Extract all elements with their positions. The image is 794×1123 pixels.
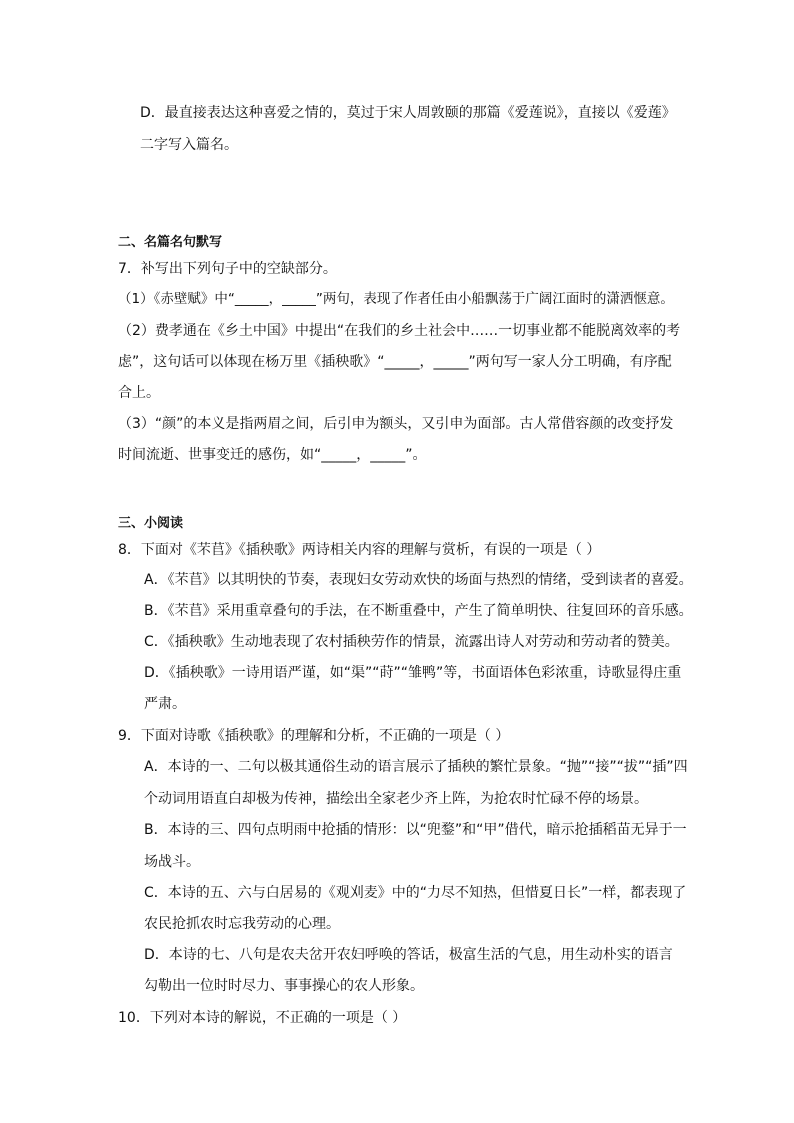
q9-stem: 9．下面对诗歌《插秧歌》的理解和分析，不正确的一项是（ ）	[118, 728, 510, 744]
q9-option-b-line1: B．本诗的三、四句点明雨中抢插的情形：以“兜鍪”和“甲”借代，暗示抢插稻苗无异于一	[144, 822, 687, 838]
q9-option-a-line1: A．本诗的一、二句以极其通俗生动的语言展示了插秧的繁忙景象。“抛”“接”“拔”“插”四	[144, 759, 688, 775]
q9-option-a-line2: 个动词用语直白却极为传神，描绘出全家老少齐上阵，为抢农时忙碌不停的场景。	[144, 791, 648, 807]
q7-item2-line3: 合上。	[118, 385, 160, 401]
q7-item3-line2: 时间流逝、世事变迁的感伤，如“_____，_____”。	[118, 447, 427, 463]
q9-option-d-line1: D．本诗的七、八句是农夫岔开农妇呼唤的答话，极富生活的气息，用生动朴实的语言	[144, 947, 673, 963]
q9-option-d-line2: 勾勒出一位时时尽力、事事操心的农人形象。	[144, 978, 424, 994]
q9-option-b-line2: 场战斗。	[144, 854, 200, 870]
q7-item2-line1: （2）费孝通在《乡土中国》中提出“在我们的乡土社会中……一切事业都不能脱离效率的考	[118, 323, 681, 339]
q8-option-d-line1: D．《插秧歌》一诗用语严谨，如“渠”“莳”“雏鸭”等，书面语体色彩浓重，诗歌显得庄重	[144, 665, 682, 681]
section3-title: 三、小阅读	[118, 516, 184, 531]
q8-stem: 8．下面对《芣苢》《插秧歌》两诗相关内容的理解与赏析，有误的一项是（ ）	[118, 542, 601, 558]
q7-stem: 7．补写出下列句子中的空缺部分。	[118, 261, 337, 277]
q7-item2-line2: 虑”，这句话可以体现在杨万里《插秧歌》“_____，_____”两句写一家人分工明确，有序配	[118, 354, 672, 370]
q8-option-c: C．《插秧歌》生动地表现了农村插秧劳作的情景，流露出诗人对劳动和劳动者的赞美。	[144, 634, 679, 650]
q7-item3-line1: （3）“颜”的本义是指两眉之间，后引申为额头，又引申为面部。古人常借容颜的改变抒发	[118, 416, 674, 432]
q9-option-c-line1: C．本诗的五、六与白居易的《观刈麦》中的“力尽不知热，但惜夏日长”一样，都表现了	[144, 885, 687, 901]
q10-stem: 10．下列对本诗的解说，不正确的一项是（ ）	[118, 1010, 407, 1026]
q8-option-a: A．《芣苢》以其明快的节奏，表现妇女劳动欢快的场面与热烈的情绪，受到读者的喜爱。	[144, 572, 693, 588]
q8-option-d-line2: 严肃。	[144, 696, 186, 712]
q9-option-c-line2: 农民抢抓农时忘我劳动的心理。	[144, 916, 340, 932]
section2-title: 二、名篇名句默写	[118, 235, 223, 250]
q7-item1: （1）《赤壁赋》中“_____，_____”两句，表现了作者任由小船飘荡于广阔江面时的潇洒惬意。	[118, 291, 674, 307]
q6-option-d-line1: D．最直接表达这种喜爱之情的，莫过于宋人周敦颐的那篇《爱莲说》，直接以《爱莲》	[140, 105, 676, 121]
q6-option-d-line2: 二字写入篇名。	[140, 137, 238, 153]
q8-option-b: B．《芣苢》采用重章叠句的手法，在不断重叠中，产生了简单明快、往复回环的音乐感。	[144, 603, 693, 619]
